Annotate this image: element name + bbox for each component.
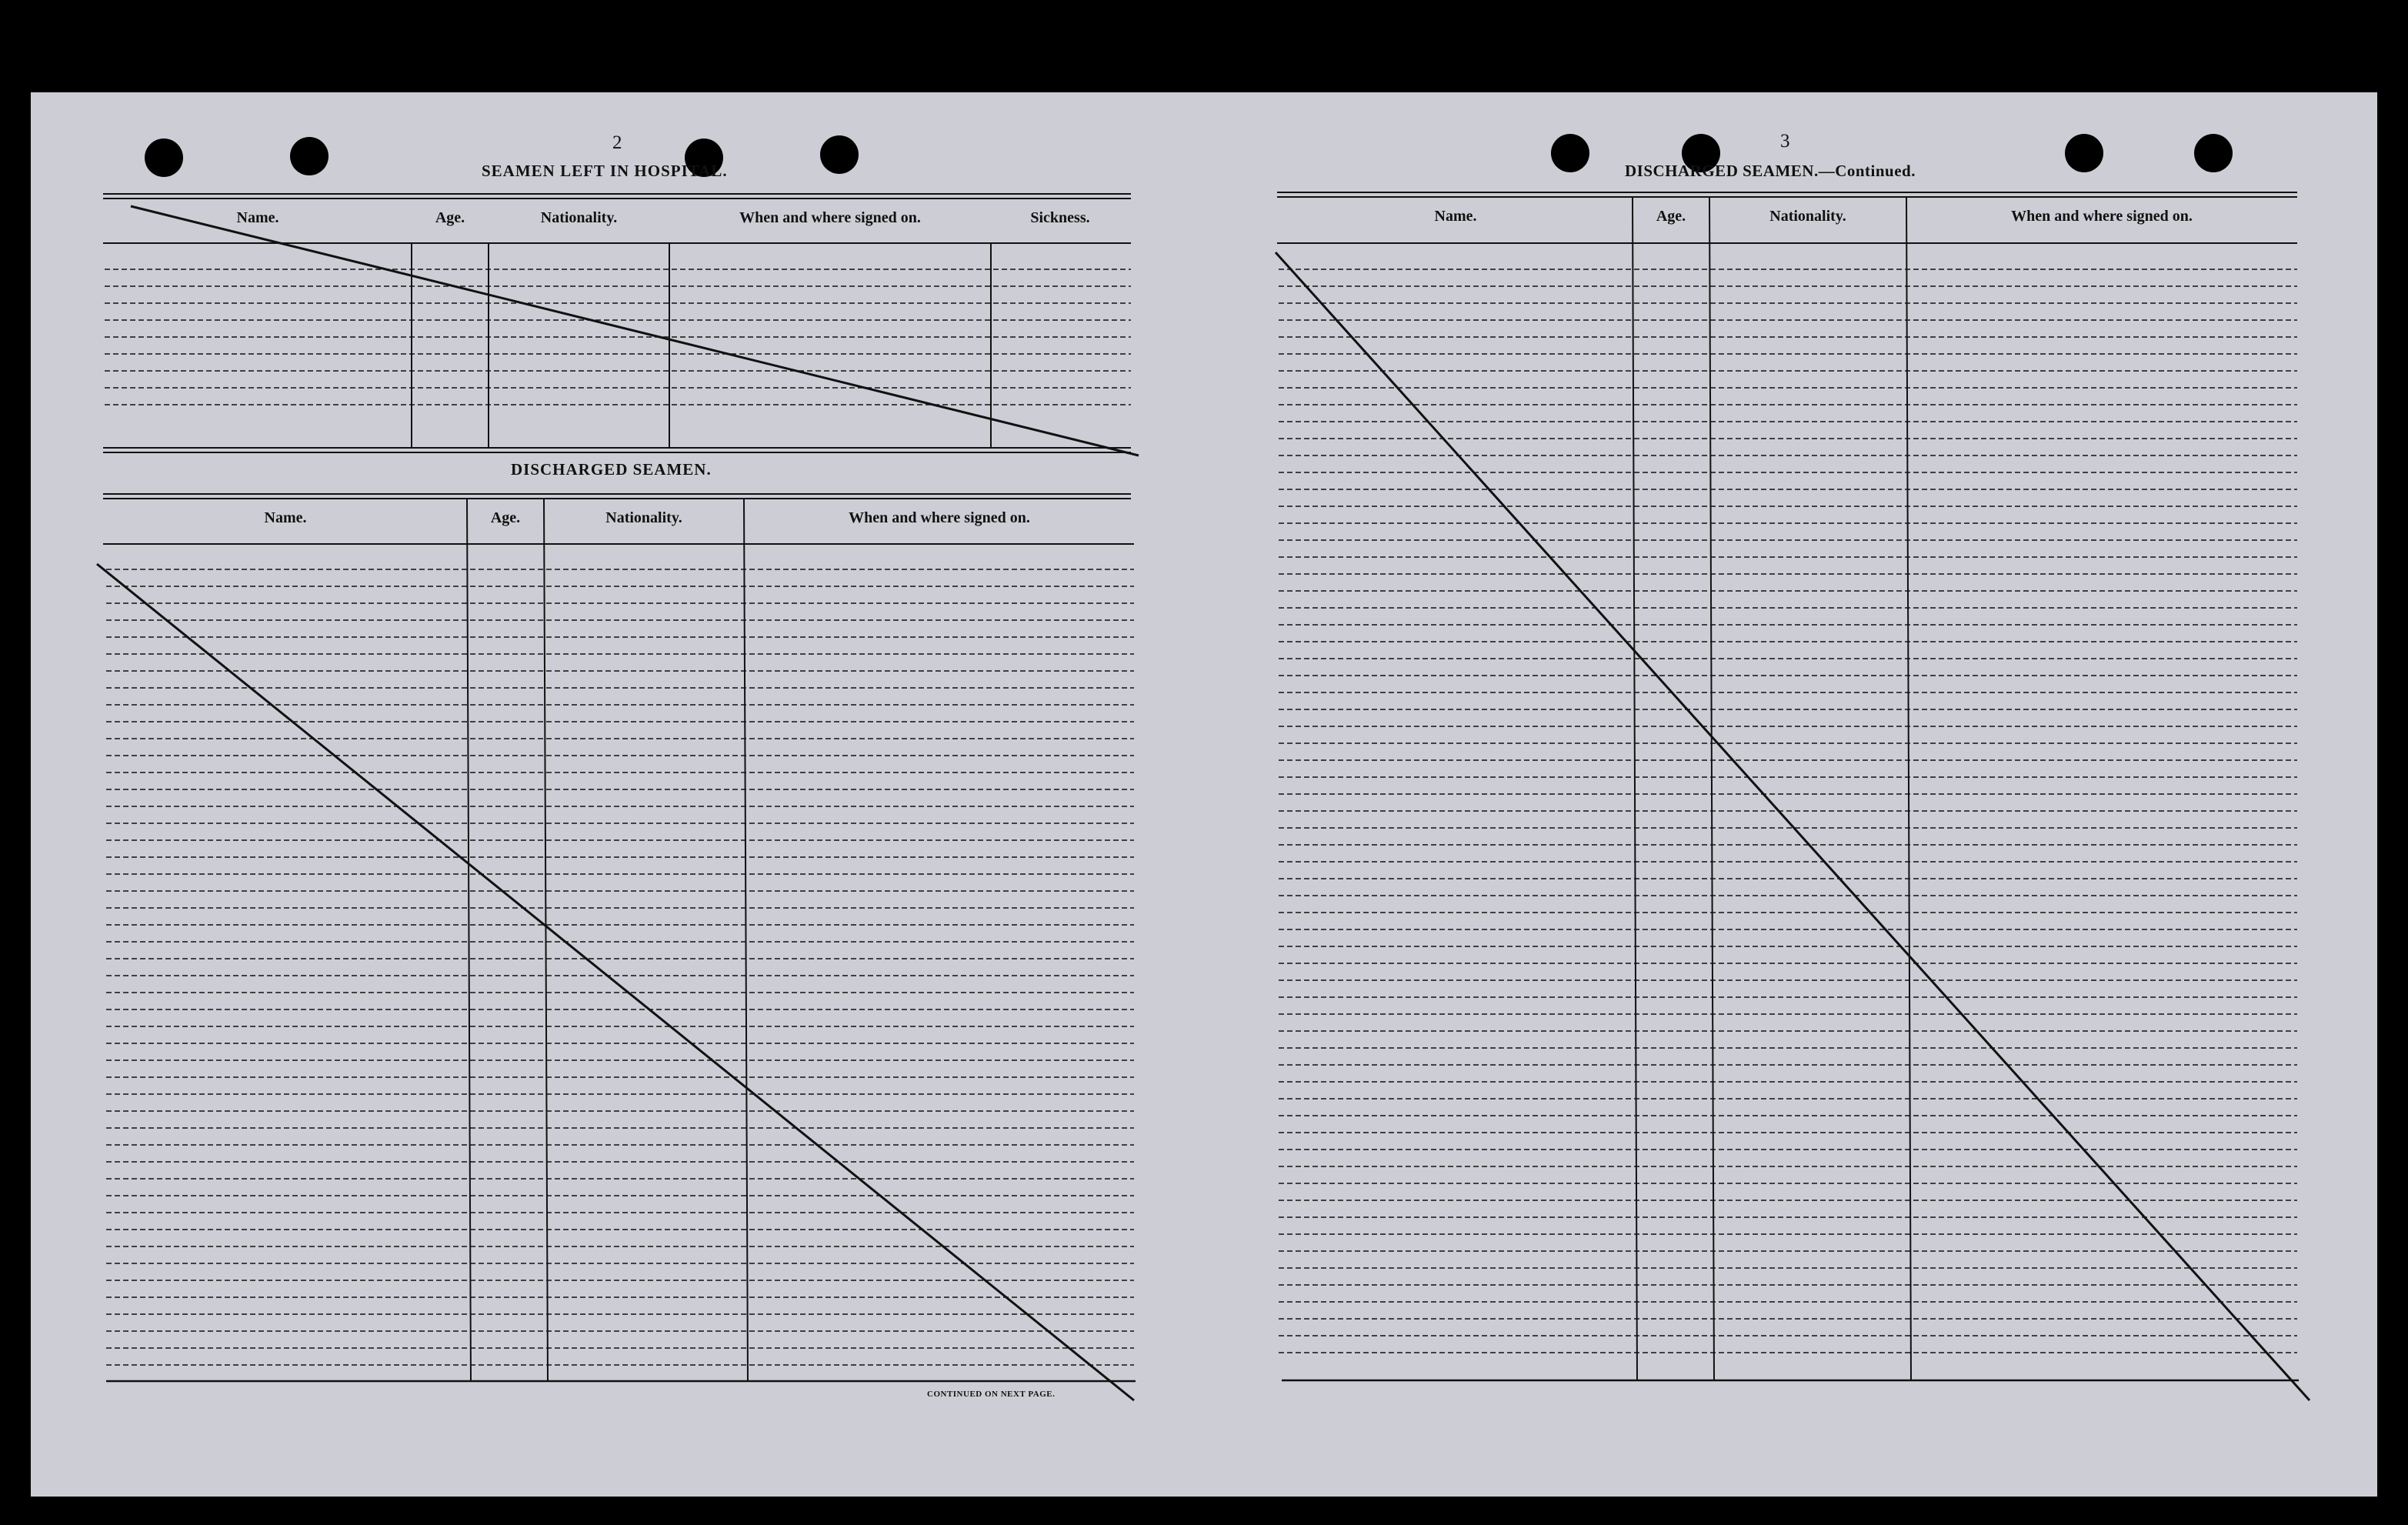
column-header-name: Name. <box>236 209 279 226</box>
page-number: 3 <box>1780 131 1790 152</box>
column-header-age: Age. <box>1656 208 1686 225</box>
column-header-age: Age. <box>435 209 465 226</box>
column-divider <box>467 499 471 1381</box>
column-divider <box>1709 197 1714 1380</box>
column-header-nationality: Nationality. <box>1769 208 1846 225</box>
column-header-age: Age. <box>490 509 521 526</box>
section-title-discharged: DISCHARGED SEAMEN. <box>511 460 712 479</box>
column-header-name: Name. <box>1434 208 1477 225</box>
column-divider <box>544 499 548 1381</box>
column-header-nationality: Nationality. <box>540 209 618 226</box>
section-title-hospital: SEAMEN LEFT IN HOSPITAL. <box>482 162 728 180</box>
section-title-discharged-continued: DISCHARGED SEAMEN.—Continued. <box>1625 162 1916 180</box>
column-divider <box>1906 197 1911 1380</box>
column-divider <box>744 499 748 1381</box>
column-header-nationality: Nationality. <box>605 509 682 526</box>
cancellation-stroke <box>1276 252 2310 1400</box>
column-header-signed-on: When and where signed on. <box>849 509 1030 526</box>
column-header-sickness: Sickness. <box>1030 209 1090 226</box>
continued-footer: CONTINUED ON NEXT PAGE. <box>927 1390 1056 1399</box>
column-divider <box>1633 197 1637 1380</box>
page-number: 2 <box>612 132 622 153</box>
cancellation-stroke <box>97 564 1134 1400</box>
column-header-signed-on: When and where signed on. <box>2011 208 2193 225</box>
column-header-signed-on: When and where signed on. <box>739 209 921 226</box>
column-header-name: Name. <box>264 509 307 526</box>
